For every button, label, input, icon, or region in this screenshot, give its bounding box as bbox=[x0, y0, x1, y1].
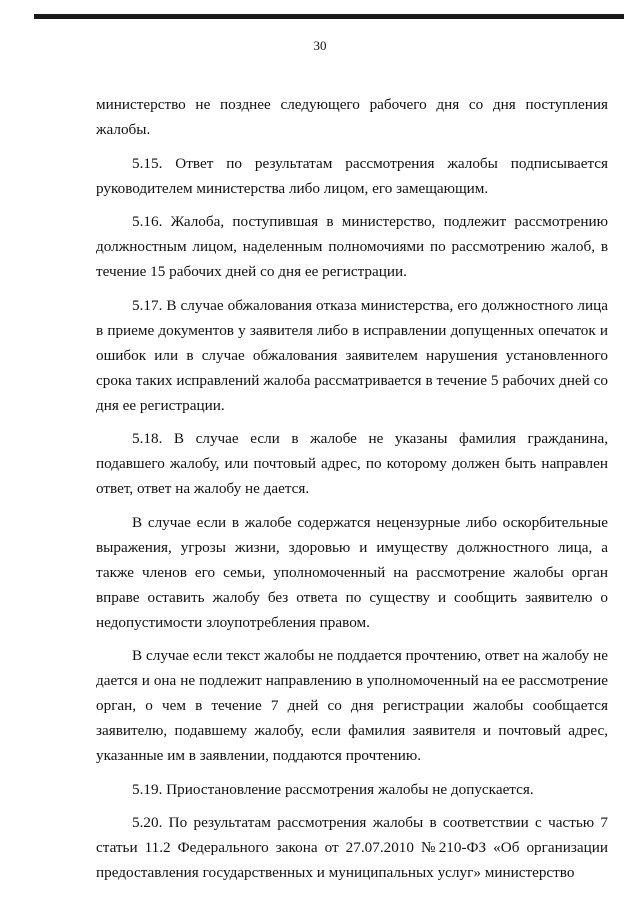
paragraph-5-17: 5.17. В случае обжалования отказа министерства, его должностного лица в приеме документов у заявителя либо в исправлении допущенных опечаток и ошибок или в случае обжалования заявителем нарушения установленного срока таких исправлений жалоба рассматривается в течение 5 рабочих дней со дня ее регистрации. bbox=[96, 296, 608, 414]
paragraph-5-19: 5.19. Приостановление рассмотрения жалобы не допускается. bbox=[132, 780, 534, 798]
paragraph-5-18-unreadable: В случае если текст жалобы не поддается прочтению, ответ на жалобу не дается и она не подлежит направлению в уполномоченный на ее рассмотрение орган, о чем в течение 7 дней со дня регистрации жалобы сообщается заявителю, подавшему жалобу, если фамилия заявителя и почтовый адрес, указанные им в заявлении, поддаются прочтению. bbox=[96, 647, 608, 764]
paragraph-5-18-obscene: В случае если в жалобе содержатся нецензурные либо оскорбительные выражения, угрозы жизни, здоровью и имуществу должностного лица, а также членов его семьи, уполномоченный на рассмотрение жалобы орган вправе оставить жалобу без ответа по существу и сообщить заявителю о недопустимости злоупотребления правом. bbox=[96, 513, 608, 631]
paragraph-5-16: 5.16. Жалоба, поступившая в министерство, подлежит рассмотрению должностным лицом, наделенным полномочиями по рассмотрению жалоб, в течение 15 рабочих дней со дня ее регистрации. bbox=[96, 213, 608, 280]
paragraph-5-20: 5.20. По результатам рассмотрения жалобы в соответствии с частью 7 статьи 11.2 Федерального закона от 27.07.2010 №210-ФЗ «Об организации предоставления государственных и муниципальных услуг» министерство bbox=[96, 814, 608, 881]
top-border-rule bbox=[34, 14, 624, 19]
page-number: 30 bbox=[313, 38, 327, 53]
document-body bbox=[96, 92, 608, 894]
paragraph-continuation: министерство не позднее следующего рабочего дня со дня поступления жалобы. bbox=[96, 96, 608, 138]
paragraph-5-15: 5.15. Ответ по результатам рассмотрения жалобы подписывается руководителем министерства либо лицом, его замещающим. bbox=[96, 154, 608, 197]
paragraph-5-18: 5.18. В случае если в жалобе не указаны фамилия гражданина, подавшего жалобу, или почтовый адрес, по которому должен быть направлен ответ, ответ на жалобу не дается. bbox=[96, 430, 608, 497]
